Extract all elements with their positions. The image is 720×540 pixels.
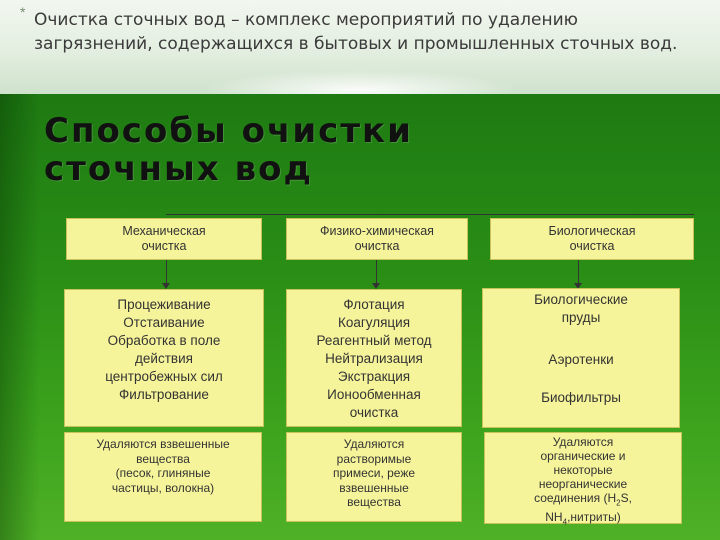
bullet-marker: * xyxy=(20,4,26,20)
mechanical-title: Механическая очистка xyxy=(122,224,206,253)
bio-method-biofilters: Биофильтры xyxy=(541,390,621,405)
bio-removes-box xyxy=(484,432,682,527)
bio-removes xyxy=(534,435,632,530)
mechanical-title-box xyxy=(66,218,262,260)
arrow-line-3 xyxy=(578,260,579,284)
mechanical-methods-box xyxy=(64,289,264,427)
mechanical-removes-box xyxy=(64,432,262,522)
arrow-line-2 xyxy=(376,260,377,284)
bio-removes-main: Удаляются органические и некоторые неорганические соединения (H xyxy=(534,435,628,505)
mechanical-removes: Удаляются взвешенные вещества (песок, глиняные частицы, волокна) xyxy=(96,437,230,495)
bio-removes-end: ,нитриты) xyxy=(567,510,621,525)
bio-method-ponds: Биологические пруды xyxy=(534,292,628,325)
bio-removes-sub-2: 4 xyxy=(562,517,568,527)
physchem-removes: Удаляются растворимые примеси, реже взвешенные вещества xyxy=(332,437,416,509)
bio-removes-mid: S, NH xyxy=(545,491,632,525)
arrow-line-1 xyxy=(166,260,167,284)
bio-method-aerotanks: Аэротенки xyxy=(548,352,614,367)
physchem-title: Физико-химическая очистка xyxy=(320,224,434,253)
bio-methods-box xyxy=(482,288,680,428)
physchem-removes-box xyxy=(286,432,462,522)
physchem-title-box xyxy=(286,218,468,260)
shadow-decoration xyxy=(0,94,40,540)
physchem-methods: Флотация Коагуляция Реагентный метод Нейтрализация Экстракция Ионообменная очистка xyxy=(316,297,432,420)
bio-title-box xyxy=(490,218,694,260)
definition-text: Очистка сточных вод – комплекс мероприятий по удалению загрязнений, содержащихся в бытовых и промышленных сточных вод. xyxy=(34,10,678,54)
slide-title-line-1: Способы очистки xyxy=(44,111,413,151)
slide-title xyxy=(44,112,413,188)
bio-removes-sub-1: 2 xyxy=(616,498,621,508)
slide-title-line-2: сточных вод xyxy=(44,149,313,189)
top-connector-line xyxy=(166,214,694,215)
mechanical-methods: Процеживание Отстаивание Обработка в поле действия центробежных сил Фильтрование xyxy=(105,297,223,402)
bio-title: Биологическая очистка xyxy=(548,224,636,253)
physchem-methods-box xyxy=(286,289,462,427)
